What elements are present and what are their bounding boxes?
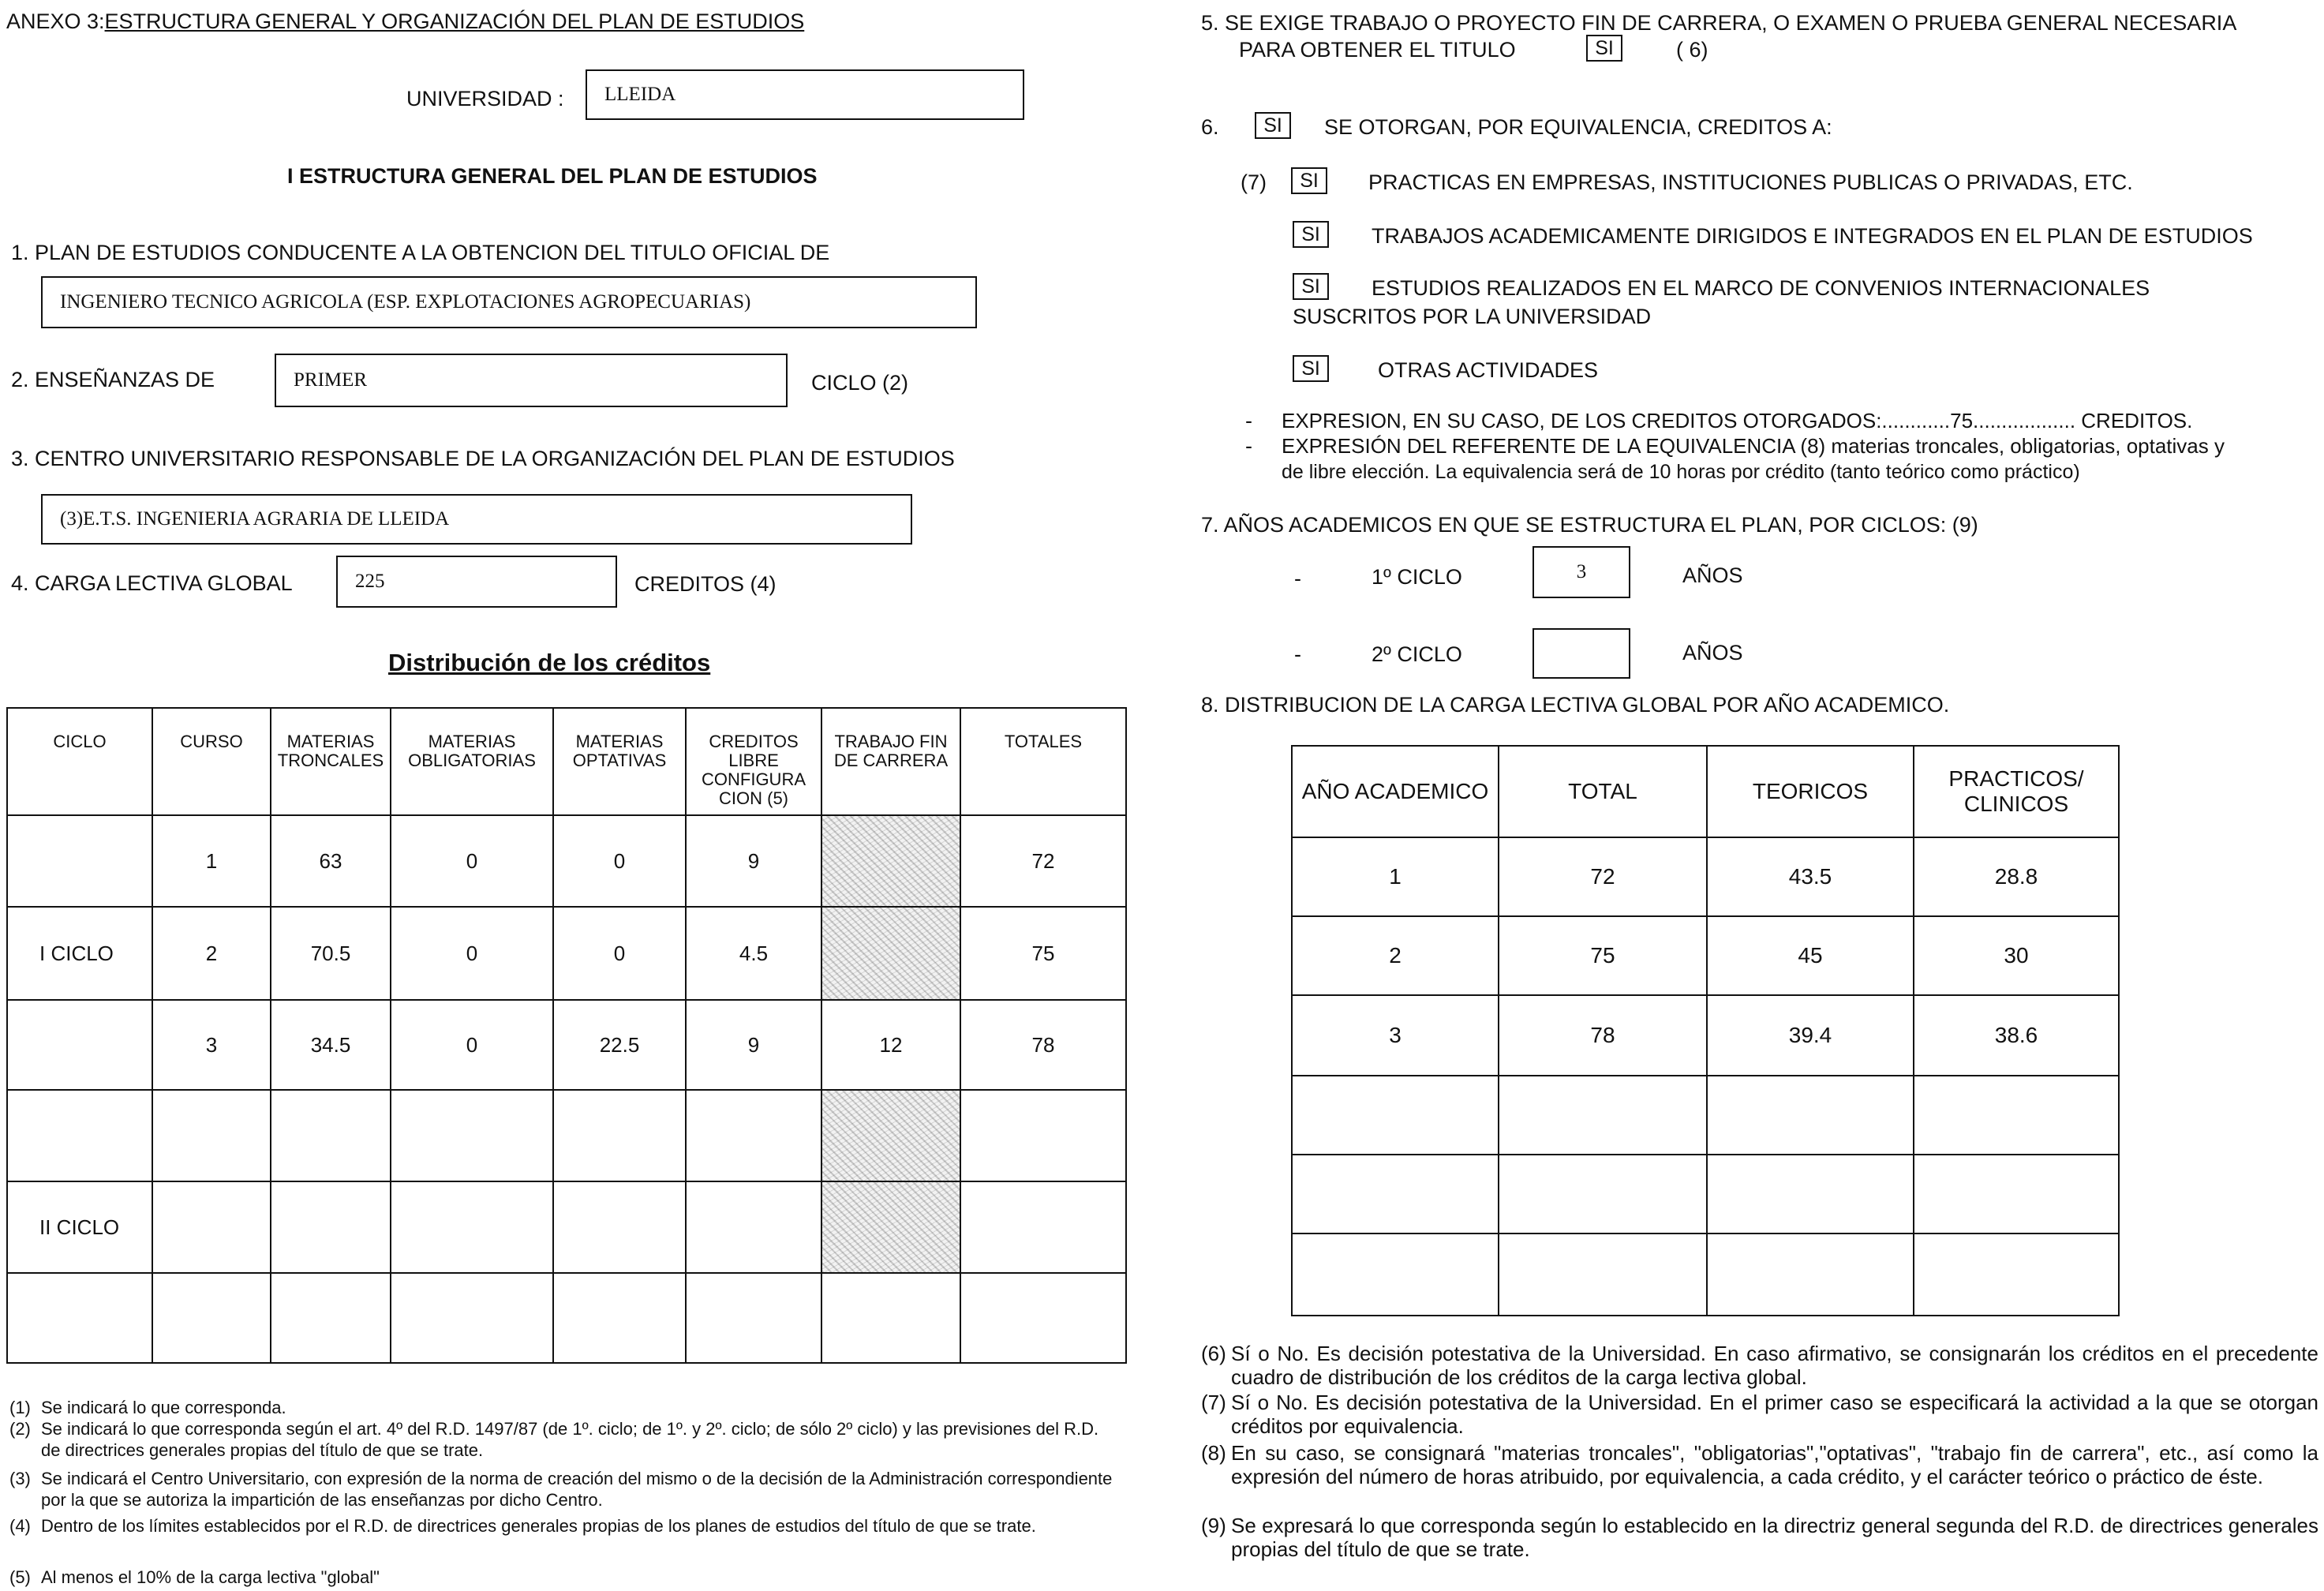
- table-cell: [553, 1273, 686, 1363]
- estudios-text-2: SUSCRITOS POR LA UNIVERSIDAD: [1293, 305, 1652, 328]
- table-cell: 72: [960, 815, 1126, 907]
- table-cell: 1: [152, 815, 271, 907]
- table-cell: 70.5: [271, 907, 391, 1000]
- dash-2: -: [1245, 434, 1252, 458]
- table-cell: [1292, 1233, 1499, 1316]
- table-cell: 63: [271, 815, 391, 907]
- credits-table: [6, 707, 1127, 1364]
- item4-label: 4. CARGA LECTIVA GLOBAL: [11, 571, 293, 595]
- center-field: [41, 494, 912, 545]
- table-cell: [1707, 1076, 1914, 1155]
- table-cell: 12: [821, 1000, 960, 1090]
- degree-title-value: INGENIERO TECNICO AGRICOLA (ESP. EXPLOTACIONES AGROPECUARIAS): [60, 291, 751, 313]
- table-row: [7, 907, 1126, 1000]
- expresion-creditos: EXPRESION, EN SU CASO, DE LOS CREDITOS OTORGADOS:............75.................. CREDITOS.: [1282, 409, 2193, 432]
- trabajos-text: TRABAJOS ACADEMICAMENTE DIRIGIDOS E INTEGRADOS EN EL PLAN DE ESTUDIOS: [1372, 224, 2253, 248]
- table-cell: 0: [553, 907, 686, 1000]
- university-field: [586, 69, 1024, 120]
- table-row: [7, 815, 1126, 907]
- annex-title: ESTRUCTURA GENERAL Y ORGANIZACIÓN DEL PLAN DE ESTUDIOS: [104, 9, 805, 33]
- table-cell: [1914, 1155, 2119, 1233]
- table-cell: 1: [1292, 837, 1499, 916]
- item1-label: 1. PLAN DE ESTUDIOS CONDUCENTE A LA OBTENCION DEL TITULO OFICIAL DE: [11, 241, 830, 264]
- table-cell: II CICLO: [7, 1181, 152, 1273]
- trabajos-si-box: SI: [1293, 221, 1329, 248]
- item6-text: SE OTORGAN, POR EQUIVALENCIA, CREDITOS A:: [1324, 115, 1832, 139]
- table-cell: [1499, 1076, 1707, 1155]
- table-cell: [686, 1090, 821, 1181]
- item3-label: 3. CENTRO UNIVERSITARIO RESPONSABLE DE LA ORGANIZACIÓN DEL PLAN DE ESTUDIOS: [11, 447, 955, 470]
- header-trabajo-fin: TRABAJO FIN DE CARRERA: [821, 708, 960, 815]
- item8-label: 8. DISTRIBUCION DE LA CARGA LECTIVA GLOBAL POR AÑO ACADEMICO.: [1201, 693, 1950, 717]
- shaded-cell: [821, 1090, 960, 1181]
- item5-line2: PARA OBTENER EL TITULO: [1239, 38, 1516, 62]
- table-cell: 4.5: [686, 907, 821, 1000]
- header-obligatorias: MATERIAS OBLIGATORIAS: [391, 708, 553, 815]
- header-total: TOTAL: [1499, 746, 1707, 837]
- table-cell: 9: [686, 1000, 821, 1090]
- table-cell: 2: [152, 907, 271, 1000]
- table-cell: [960, 1090, 1126, 1181]
- table-cell: [391, 1273, 553, 1363]
- table-row: [7, 1000, 1126, 1090]
- dash-1: -: [1245, 409, 1252, 432]
- table-cell: I CICLO: [7, 907, 152, 1000]
- header-practicos: PRACTICOS/ CLINICOS: [1914, 746, 2119, 837]
- expresion-referente-2: de libre elección. La equivalencia será de 10 horas por crédito (tanto teórico como práctico): [1282, 461, 2080, 483]
- credits-header-row: [7, 708, 1126, 815]
- practicas-si-box: SI: [1291, 167, 1327, 194]
- table-row: [1292, 916, 2119, 995]
- cycle-field: [275, 354, 788, 407]
- estudios-si-box: SI: [1293, 273, 1329, 300]
- table-cell: [152, 1273, 271, 1363]
- header-teoricos: TEORICOS: [1707, 746, 1914, 837]
- table-cell: 75: [960, 907, 1126, 1000]
- table-cell: [7, 1090, 152, 1181]
- table-cell: [1914, 1076, 2119, 1155]
- table-cell: [391, 1090, 553, 1181]
- table-cell: 0: [553, 815, 686, 907]
- table-cell: 2: [1292, 916, 1499, 995]
- otras-si-box: SI: [1293, 355, 1329, 382]
- ciclo1-field: [1532, 546, 1630, 598]
- table-cell: 45: [1707, 916, 1914, 995]
- header-totales: TOTALES: [960, 708, 1126, 815]
- table-cell: [271, 1273, 391, 1363]
- estudios-text: ESTUDIOS REALIZADOS EN EL MARCO DE CONVENIOS INTERNACIONALES: [1372, 276, 2150, 300]
- item6-si-box: SI: [1255, 112, 1291, 139]
- annex-label: ANEXO 3:: [6, 9, 105, 33]
- table-row: [7, 1090, 1126, 1181]
- table-cell: 38.6: [1914, 995, 2119, 1076]
- dash-ciclo2: -: [1294, 642, 1301, 666]
- footnote-4: (4) Dentro de los límites establecidos por el R.D. de directrices generales propias de los planes de estudios del título de que se trate.: [9, 1516, 1036, 1536]
- item6-ref: (7): [1241, 170, 1267, 194]
- table-cell: [553, 1181, 686, 1273]
- ciclo2-field: [1532, 628, 1630, 679]
- table-cell: 78: [960, 1000, 1126, 1090]
- table-cell: [1292, 1076, 1499, 1155]
- table-cell: [152, 1090, 271, 1181]
- center-value: (3)E.T.S. INGENIERIA AGRARIA DE LLEIDA: [60, 508, 450, 530]
- table-cell: 0: [391, 815, 553, 907]
- ciclo1-anos: AÑOS: [1682, 563, 1743, 587]
- table-cell: 72: [1499, 837, 1707, 916]
- table-cell: 3: [152, 1000, 271, 1090]
- table-cell: [960, 1181, 1126, 1273]
- table-cell: 28.8: [1914, 837, 2119, 916]
- shaded-cell: [821, 907, 960, 1000]
- global-load-value: 225: [355, 571, 385, 592]
- otras-text: OTRAS ACTIVIDADES: [1378, 358, 1599, 382]
- table-cell: 75: [1499, 916, 1707, 995]
- header-troncales: MATERIAS TRONCALES: [271, 708, 391, 815]
- item5-line1: 5. SE EXIGE TRABAJO O PROYECTO FIN DE CARRERA, O EXAMEN O PRUEBA GENERAL NECESARIA: [1201, 11, 2237, 35]
- table-cell: [1914, 1233, 2119, 1316]
- table-cell: 78: [1499, 995, 1707, 1076]
- table-cell: [7, 1000, 152, 1090]
- item5-ref: ( 6): [1676, 38, 1708, 62]
- expresion-referente: EXPRESIÓN DEL REFERENTE DE LA EQUIVALENCIA (8) materias troncales, obligatorias, optativas y: [1282, 434, 2225, 458]
- table-cell: [271, 1181, 391, 1273]
- table-cell: [7, 815, 152, 907]
- dash-ciclo1: -: [1294, 567, 1301, 590]
- table-cell: [553, 1090, 686, 1181]
- table-cell: 9: [686, 815, 821, 907]
- item2-suffix: CICLO (2): [811, 371, 909, 395]
- annex-heading: [6, 9, 804, 34]
- section-title: I ESTRUCTURA GENERAL DEL PLAN DE ESTUDIOS: [287, 164, 818, 188]
- table-cell: 43.5: [1707, 837, 1914, 916]
- footnote-8: (8) En su caso, se consignará "materias troncales", "obligatorias","optativas", "trabajo fin de carrera", etc., así como la expresión del número de horas atribuido, por equivalencia, a cada crédito, y el carácter teórico o práctico de éste.: [1201, 1441, 2318, 1488]
- table-cell: 3: [1292, 995, 1499, 1076]
- header-curso: CURSO: [152, 708, 271, 815]
- item6-num: 6.: [1201, 115, 1219, 139]
- header-ciclo: CICLO: [7, 708, 152, 815]
- table-row: [1292, 837, 2119, 916]
- shaded-cell: [821, 1181, 960, 1273]
- item7-label: 7. AÑOS ACADEMICOS EN QUE SE ESTRUCTURA EL PLAN, POR CICLOS: (9): [1201, 513, 1978, 537]
- table-cell: 22.5: [553, 1000, 686, 1090]
- table-cell: 30: [1914, 916, 2119, 995]
- ciclo1-label: 1º CICLO: [1372, 565, 1462, 589]
- footnote-7: (7) Sí o No. Es decisión potestativa de la Universidad. En el primer caso se especificará la actividad a la que se otorgan créditos por equivalencia.: [1201, 1391, 2318, 1438]
- global-load-field: [336, 556, 617, 608]
- table-cell: [1707, 1155, 1914, 1233]
- table-cell: 0: [391, 907, 553, 1000]
- table-cell: [1292, 1155, 1499, 1233]
- table-cell: [152, 1181, 271, 1273]
- ciclo2-anos: AÑOS: [1682, 641, 1743, 664]
- table-cell: 34.5: [271, 1000, 391, 1090]
- table-cell: [271, 1090, 391, 1181]
- academic-year-table: [1291, 745, 2120, 1316]
- item4-suffix: CREDITOS (4): [634, 572, 777, 596]
- practicas-text: PRACTICAS EN EMPRESAS, INSTITUCIONES PUBLICAS O PRIVADAS, ETC.: [1368, 170, 2133, 194]
- table-cell: [686, 1273, 821, 1363]
- table-cell: 39.4: [1707, 995, 1914, 1076]
- university-label: UNIVERSIDAD :: [406, 87, 564, 110]
- acad-header-row: [1292, 746, 2119, 837]
- footnote-2: (2) Se indicará lo que corresponda según el art. 4º del R.D. 1497/87 (de 1º. ciclo; de 1º. y 2º. ciclo; de sólo 2º ciclo) y las previsiones del R.D. de directrices generales propias del título de que se trate.: [9, 1419, 1099, 1460]
- table-row: [1292, 1233, 2119, 1316]
- table-cell: [391, 1181, 553, 1273]
- table-row: [1292, 1076, 2119, 1155]
- table-cell: [7, 1273, 152, 1363]
- footnote-9: (9) Se expresará lo que corresponda según lo establecido en la directriz general segunda del R.D. de directrices generales propias del título de que se trate.: [1201, 1514, 2318, 1561]
- table-row: [7, 1181, 1126, 1273]
- footnote-6: (6) Sí o No. Es decisión potestativa de la Universidad. En caso afirmativo, se consignarán los créditos en el precedente cuadro de distribución de los créditos de la carga lectiva global.: [1201, 1342, 2318, 1389]
- header-libre-configuracion: CREDITOS LIBRE CONFIGURA CION (5): [686, 708, 821, 815]
- table-cell: 0: [391, 1000, 553, 1090]
- ciclo1-value: 3: [1576, 561, 1587, 582]
- footnote-3: (3) Se indicará el Centro Universitario, con expresión de la norma de creación del mismo o de la decisión de la Administración correspondiente por la que se autoriza la impartición de las enseñanzas por dicho Centro.: [9, 1469, 1113, 1510]
- table-cell: [1499, 1233, 1707, 1316]
- table-row: [1292, 1155, 2119, 1233]
- shaded-cell: [821, 815, 960, 907]
- table-row: [1292, 995, 2119, 1076]
- table-cell: [686, 1181, 821, 1273]
- degree-title-field: [41, 276, 977, 328]
- table-cell: [821, 1273, 960, 1363]
- cycle-value: PRIMER: [294, 369, 368, 391]
- university-value: LLEIDA: [604, 84, 676, 105]
- header-ano-academico: AÑO ACADEMICO: [1292, 746, 1499, 837]
- header-optativas: MATERIAS OPTATIVAS: [553, 708, 686, 815]
- table-cell: [1499, 1155, 1707, 1233]
- ciclo2-label: 2º CICLO: [1372, 642, 1462, 666]
- table-cell: [1707, 1233, 1914, 1316]
- footnote-5: (5) Al menos el 10% de la carga lectiva "global": [9, 1567, 380, 1587]
- table-row: [7, 1273, 1126, 1363]
- table-cell: [960, 1273, 1126, 1363]
- item5-si-box: SI: [1586, 35, 1622, 62]
- footnote-1: (1) Se indicará lo que corresponda.: [9, 1398, 286, 1417]
- distribution-title: Distribución de los créditos: [388, 649, 711, 676]
- item2-label: 2. ENSEÑANZAS DE: [11, 368, 215, 391]
